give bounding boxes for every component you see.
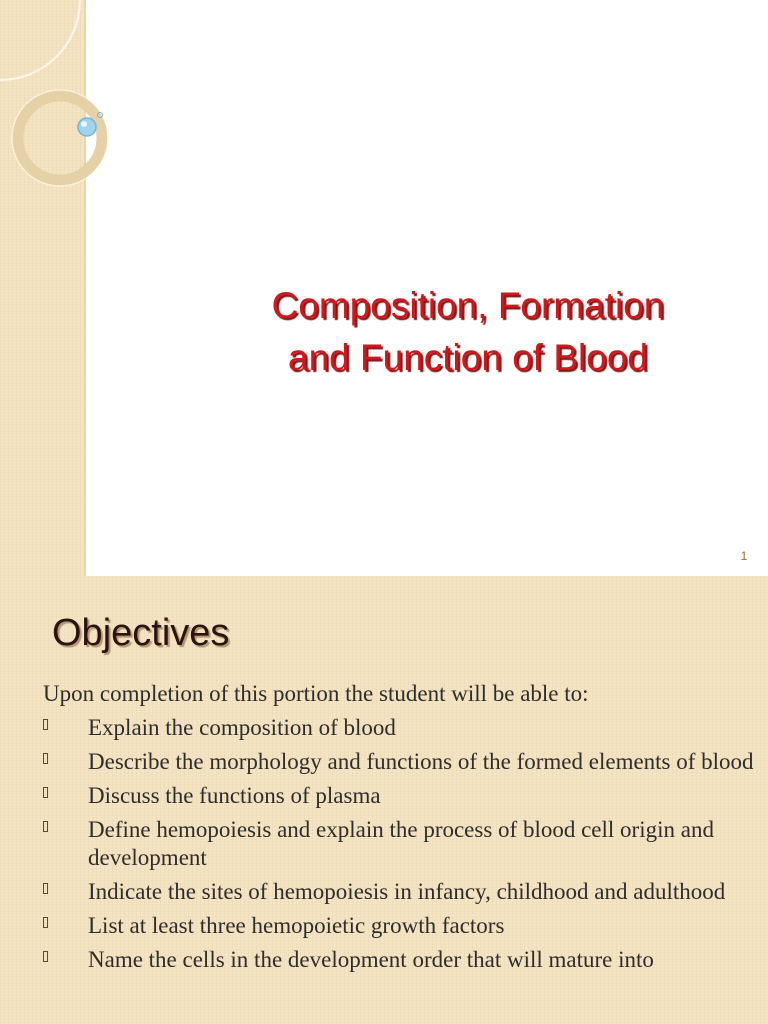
objective-text: Name the cells in the development order that will mature into [88, 947, 654, 972]
objective-text: Explain the composition of blood [88, 715, 396, 740]
objective-text: Describe the morphology and functions of the formed elements of blood [88, 749, 754, 774]
objectives-heading: Objectives [52, 612, 230, 654]
objective-text: Discuss the functions of plasma [88, 783, 381, 808]
objective-text: Define hemopoiesis and explain the process of blood cell origin and development [88, 817, 714, 870]
slide-title-line-1: Composition, Formation [271, 285, 665, 326]
objectives-list [43, 714, 755, 980]
objectives-intro: Upon completion of this portion the student will be able to: [43, 681, 589, 706]
objective-text: Indicate the sites of hemopoiesis in infancy, childhood and adulthood [88, 879, 726, 904]
objective-text: List at least three hemopoietic growth factors [88, 913, 505, 938]
objective-item [43, 912, 755, 940]
objective-item [43, 946, 755, 974]
slide-number: 1 [740, 549, 748, 563]
slide-title [160, 280, 768, 384]
objective-item [43, 782, 755, 810]
objective-item [43, 878, 755, 906]
square-bullet-icon [43, 821, 48, 832]
square-bullet-icon [43, 719, 48, 730]
decorative-circles-icon [0, 0, 110, 200]
objective-item [43, 714, 755, 742]
objective-item [43, 816, 755, 872]
square-bullet-icon [43, 753, 48, 764]
objective-item [43, 748, 755, 776]
square-bullet-icon [43, 787, 48, 798]
slide-title-line-2: and Function of Blood [288, 337, 648, 378]
square-bullet-icon [43, 883, 48, 894]
square-bullet-icon [43, 951, 48, 962]
objectives-slide [0, 576, 768, 1024]
square-bullet-icon [43, 917, 48, 928]
